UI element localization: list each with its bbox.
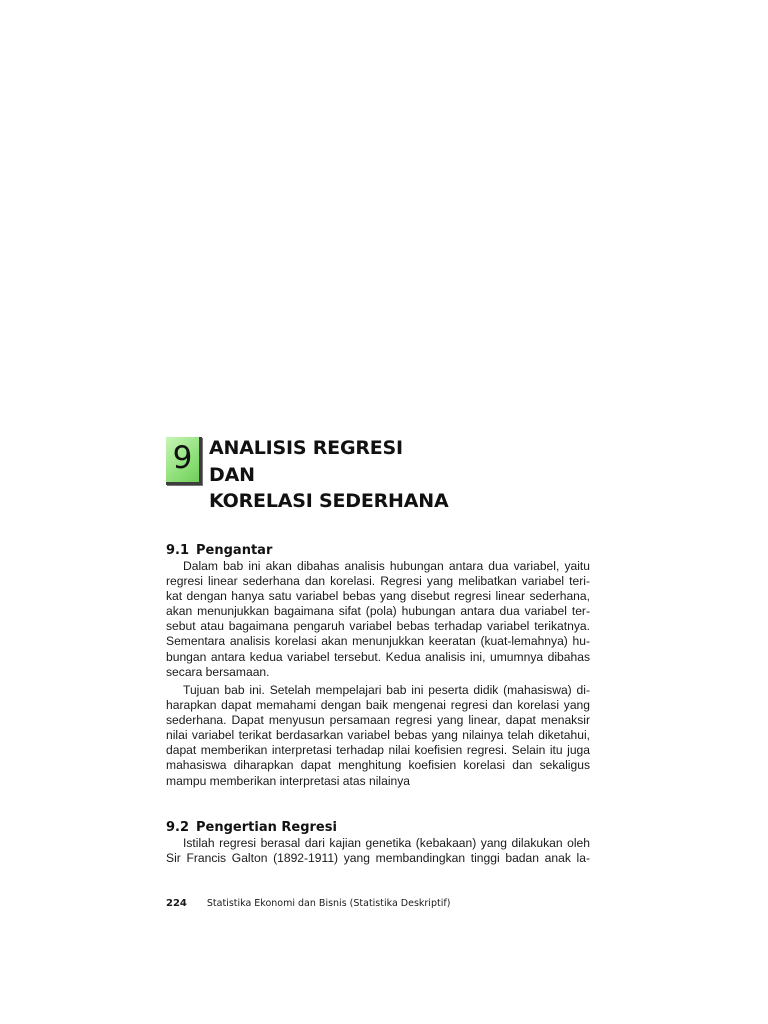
running-footer-title: Statistika Ekonomi dan Bisnis (Statistika Deskriptif) [206,898,451,909]
section-number: 9.1 [166,543,190,558]
section-title: Pengantar [196,543,273,558]
text-line: kat dengan hanya satu variabel bebas yang disebut regresi linear sederhana, [166,589,590,604]
text-line: mahasiswa diharapkan dapat menghitung koefisien korelasi dan sekaligus [166,758,590,773]
paragraph [166,836,590,866]
chapter-title-line: KORELASI SEDERHANA [209,490,449,512]
page-footer [166,898,450,910]
section-number: 9.2 [166,820,190,835]
section-heading-pengantar [166,543,272,559]
text-line: mampu memberikan interpretasi atas nilainya [166,773,411,788]
chapter-title-line: DAN [209,463,255,486]
text-line: akan menunjukkan bagaimana sifat (pola) hubungan antara dua variabel ter- [166,604,590,619]
text-line: Istilah regresi berasal dari kajian genetika (kebakaan) yang dilakukan oleh [183,836,590,850]
text-line: dapat memberikan interpretasi terhadap nilai koefisien regresi. Selain itu juga [166,743,590,758]
section-title: Pengertian Regresi [196,820,337,835]
text-line: Dalam bab ini akan dibahas analisis hubungan antara dua variabel, yaitu [183,559,590,573]
chapter-title [209,435,448,515]
text-line: Sir Francis Galton (1892-1911) yang membandingkan tinggi badan anak la- [166,851,590,866]
chapter-number: 9 [172,440,193,476]
text-line: Tujuan bab ini. Setelah mempelajari bab ini peserta didik (mahasiswa) di- [183,683,590,697]
chapter-number-badge [166,437,202,485]
text-line: bungan antara kedua variabel tersebut. Kedua analisis ini, umumnya dibahas [166,649,590,664]
text-line: nilai variabel terikat berdasarkan variabel bebas yang nilainya telah diketahui, [166,728,590,743]
text-line: sederhana. Dapat menyusun persamaan regresi yang linear, dapat menaksir [166,713,590,728]
paragraph [166,683,590,789]
paragraph [166,559,590,680]
text-line: Sementara analisis korelasi akan menunjukkan keeratan (kuat-lemahnya) hu- [166,634,590,649]
text-line: secara bersamaan. [166,664,270,679]
text-line: harapkan dapat memahami dengan baik mengenai regresi dan korelasi yang [166,698,590,713]
text-line: sebut atau bagaimana pengaruh variabel bebas terhadap variabel terikatnya. [166,619,590,634]
text-line: regresi linear sederhana dan korelasi. Regresi yang melibatkan variabel teri- [166,574,590,589]
page-number: 224 [166,898,187,909]
section-heading-pengertian-regresi [166,820,337,836]
chapter-title-line: ANALISIS REGRESI [209,437,403,459]
